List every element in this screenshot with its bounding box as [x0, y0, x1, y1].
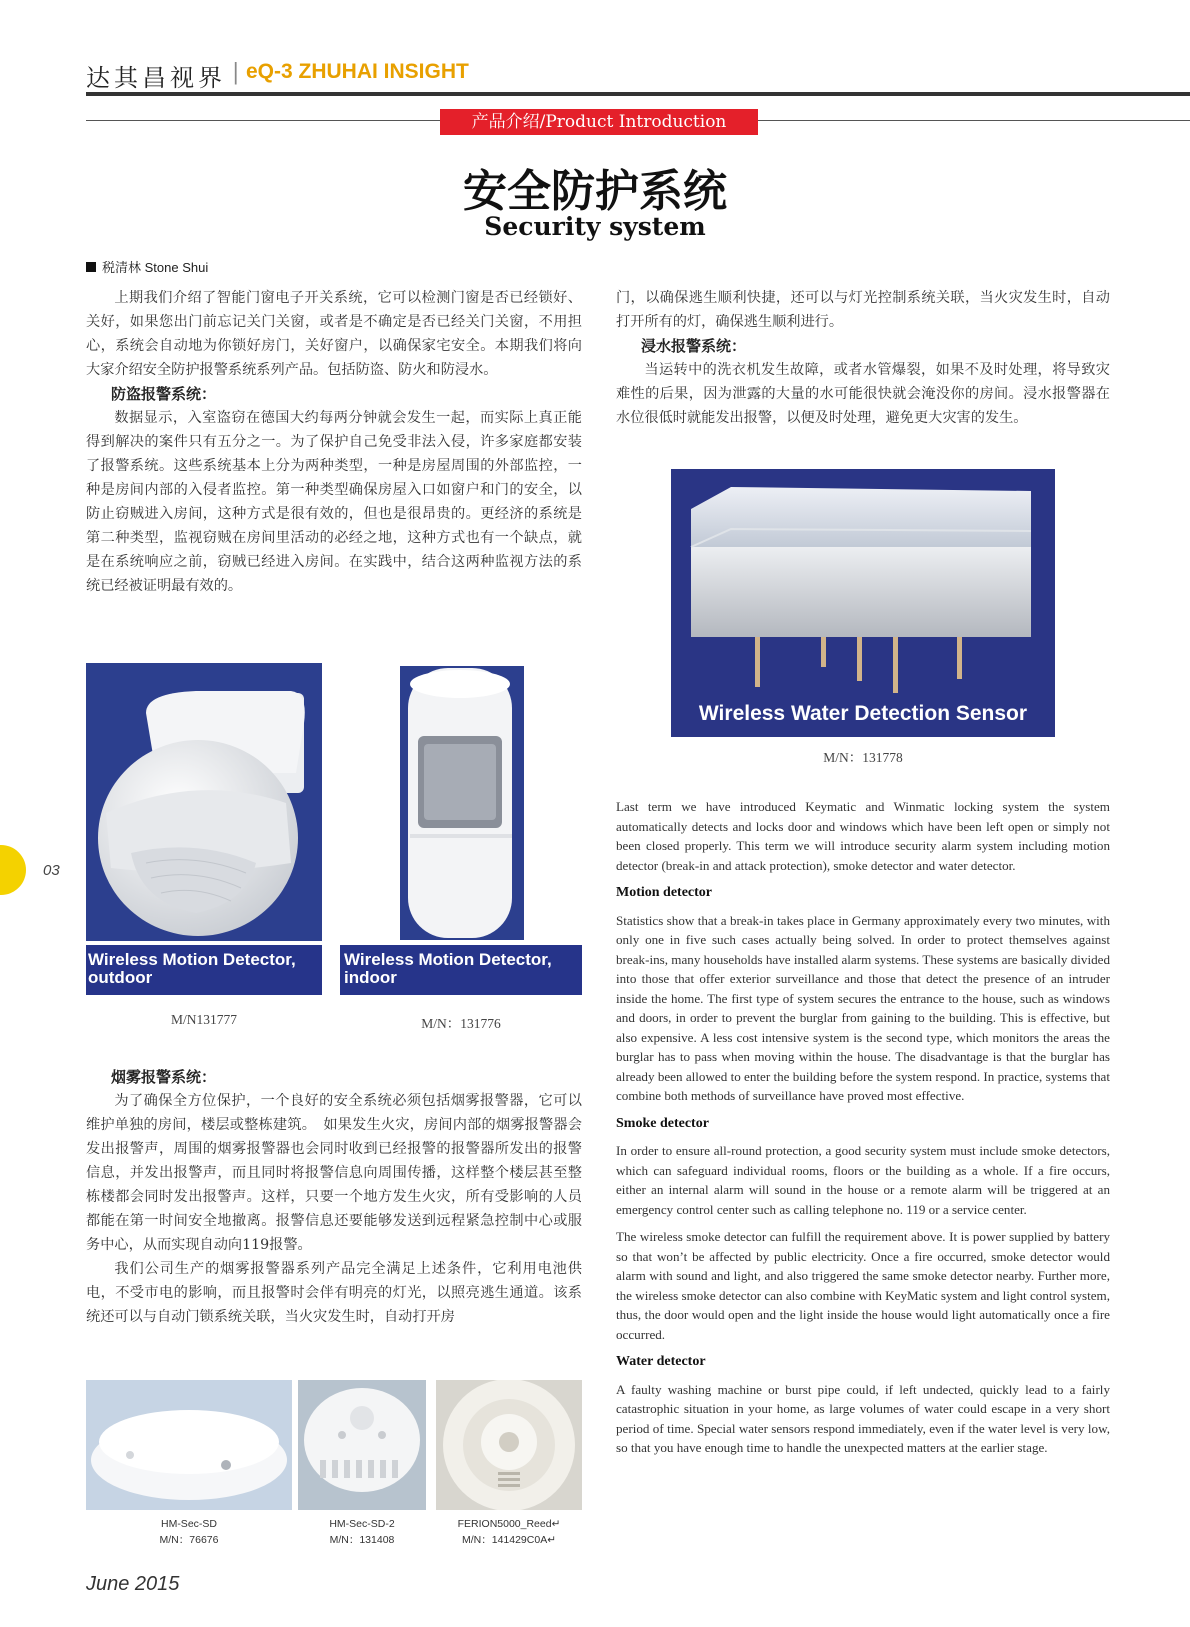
motion-indoor-caption: Wireless Motion Detector, indoor — [344, 950, 552, 987]
smoke-detector-1-caption — [86, 1516, 292, 1548]
water-sensor-illustration — [671, 469, 1055, 737]
smoke-paragraph-1: 为了确保全方位保护，一个良好的安全系统必须包括烟雾报警器，它可以维护单独的房间，楼层或整栋建筑。 如果发生火灾，房间内部的烟雾报警器会发出报警声，周围的烟雾报警器也会同时收到已经报警的报警器所发出的报警信息，并发出报警声，而且同时将报警信息向周围传播，这样整个楼层甚至整栋楼都会同时发出报警声。这样，只要一个地方发生火灾，所有受影响的人员都能在第一时间安全地撤离。报警信息还要能够发送到远程紧急控制中心或服务中心，从而实现自动向119报警。 — [86, 1093, 582, 1253]
en-smoke-paragraph-2: The wireless smoke detector can fulfill the requirement above. It is power supplied by battery so that won’t be affected by public electricity. Once a fire occurred, smoke detector would alarm with sound and light, and also triggered the same smoke detector nearby. Further more, the wireless smoke detector can also combine with KeyMatic system and light control system, thus, the door would open and the light inside the house would light automatically once a fire occurred. — [616, 1229, 1110, 1342]
header-rule — [86, 92, 1190, 96]
en-motion-heading: Motion detector — [616, 885, 713, 900]
water-sensor-model: M/N：131778 — [823, 750, 903, 765]
page-marker-circle — [0, 845, 26, 895]
en-smoke-heading: Smoke detector — [616, 1115, 709, 1131]
smoke-detector-2-illustration — [298, 1380, 426, 1510]
section-tag: 产品介绍/Product Introduction — [440, 109, 758, 135]
motion-outdoor-model: M/N131777 — [170, 1012, 237, 1027]
en-intro-paragraph: Last term we have introduced Keymatic and Winmatic locking system the system automatically detects and locks door and windows which have been left open or simply not been closed properly. This term we will introduce security alarm system including motion detector (break-in and attack protection), smoke detector and water detector. — [616, 799, 1110, 873]
issue-date: June 2015 — [86, 1573, 180, 1595]
author-name: 税清林 Stone Shui — [102, 260, 209, 275]
smoke-detector-2-model: M/N：131408 — [329, 1534, 395, 1546]
right-column-top — [616, 286, 1110, 430]
motion-indoor-model: M/N：131776 — [421, 1016, 501, 1031]
brand-name-en: eQ-3 ZHUHAI INSIGHT — [246, 60, 469, 83]
smoke-paragraph-2: 我们公司生产的烟雾报警器系列产品完全满足上述条件，它利用电池供电，不受市电的影响，而且报警时会伴有明亮的灯光，以照亮逃生通道。该系统还可以与自动门锁系统关联，当火灾发生时，自动打开房 — [86, 1261, 582, 1325]
motion-indoor-illustration — [400, 666, 524, 940]
motion-outdoor-illustration — [86, 663, 322, 941]
water-sensor-photo — [671, 469, 1055, 737]
water-heading-cn: 浸水报警系统： — [641, 337, 747, 355]
smoke-heading-cn: 烟雾报警系统： — [111, 1068, 217, 1086]
intro-paragraph: 上期我们介绍了智能门窗电子开关系统，它可以检测门窗是否已经锁好、关好，如果您出门前忘记关门关窗，或者是不确定是否已经关门关窗，不用担心，系统会自动地为你锁好房门，关好窗户，以确保家宅安全。本期我们将向大家介绍安全防护报警系统系列产品。包括防盗、防火和防浸水。 — [86, 290, 582, 378]
brand-separator: | — [232, 60, 240, 85]
left-column-top — [86, 286, 582, 598]
motion-outdoor-caption: Wireless Motion Detector, outdoor — [86, 945, 322, 995]
page-title-cn: 安全防护系统 — [463, 166, 727, 217]
burglar-paragraph: 数据显示，入室盗窃在德国大约每两分钟就会发生一起，而实际上真正能得到解决的案件只有五分之一。为了保护自己免受非法入侵，许多家庭都安装了报警系统。这些系统基本上分为两种类型，一种是房屋周围的外部监控，一种是房间内部的入侵者监控。第一种类型确保房屋入口如窗户和门的安全，以防止窃贼进入房间，这种方式是很有效的，但也是很昂贵的。更经济的系统是第二种类型，监视窃贼在房间里活动的必经之地，这种方式也有一个缺点，就是在系统响应之前，窃贼已经进入房间。在实践中，结合这两种监视方法的系统已经被证明最有效的。 — [86, 410, 582, 594]
smoke-detector-3-illustration — [436, 1380, 582, 1510]
smoke-detector-2-photo — [298, 1380, 426, 1510]
smoke-detector-3-photo — [436, 1380, 582, 1510]
smoke-detector-2-name: HM-Sec-SD-2 — [329, 1518, 395, 1530]
right-column-english — [616, 797, 1110, 1466]
motion-indoor-photo — [400, 666, 524, 940]
smoke-detector-3-model: M/N：141429C0A↵ — [461, 1534, 556, 1546]
burglar-heading: 防盗报警系统： — [111, 385, 217, 403]
page-number: 03 — [43, 862, 60, 879]
smoke-detector-1-model: M/N：76676 — [159, 1534, 219, 1546]
square-bullet-icon — [86, 262, 96, 272]
water-sensor-caption: Wireless Water Detection Sensor — [698, 702, 1028, 725]
smoke-detector-2-caption — [298, 1516, 426, 1548]
smoke-detector-1-name: HM-Sec-SD — [160, 1518, 217, 1530]
en-water-heading: Water detector — [616, 1354, 706, 1369]
en-motion-paragraph: Statistics show that a break-in takes place in Germany approximately every two minutes, with only one in five such cases actually being solved. In order to protect themselves against break-ins, many households have installed alarm systems. These systems are basically divided into those that offer exterior surveillance and those that detect the presence of an intruder inside the home. The first type of system secures the entrance to the house, such as windows and doors, in order to prevent the burglar from gaining to the building. This is effective, but also expensive. A less cost intensive system is the second type, which monitors the areas the burglar has to pass when moving within the house. The disadvantage is that the burglar has already been allowed to enter the building before the system respond. In practice, systems that combine both methods of surveillance have proved most effective. — [616, 912, 1110, 1103]
smoke-detector-3-caption — [436, 1516, 582, 1548]
left-column-smoke — [86, 1065, 582, 1329]
smoke-detector-3-name: FERION5000_Reed↵ — [457, 1518, 561, 1530]
page-title-en: Security system — [484, 212, 706, 241]
water-paragraph-cn: 当运转中的洗衣机发生故障，或者水管爆裂，如果不及时处理，将导致灾难性的后果，因为泄露的大量的水可能很快就会淹没你的房间。浸水报警器在水位很低时就能发出报警，以便及时处理，避免更大灾害的发生。 — [616, 362, 1110, 426]
smoke-detector-1-illustration — [86, 1380, 292, 1510]
smoke-detector-1-photo — [86, 1380, 292, 1510]
en-water-paragraph: A faulty washing machine or burst pipe could, if left undected, quickly lead to a fairly catastrophic situation in your home, as large volumes of water could escape in a very short period of time. Special water sensors respond immediately, even if the water level is very low, so that you have enough time to handle the unexpected matters at the earlier stage. — [616, 1381, 1110, 1455]
author-byline — [86, 257, 208, 276]
continued-paragraph: 门，以确保逃生顺利快捷，还可以与灯光控制系统关联，当火灾发生时，自动打开所有的灯，确保逃生顺利进行。 — [616, 290, 1110, 330]
en-smoke-paragraph-1: In order to ensure all-round protection, a good security system must include smoke detectors, which can safeguard individual rooms, floors or the building as a whole. If a fire occurs, either an internal alarm will sound in the house or a remote alarm will be triggered at an emergency control center such as calling telephone no. 119 or a service center. — [616, 1143, 1110, 1217]
brand-name-cn: 达其昌视界 — [86, 64, 226, 92]
motion-outdoor-photo — [86, 663, 322, 941]
